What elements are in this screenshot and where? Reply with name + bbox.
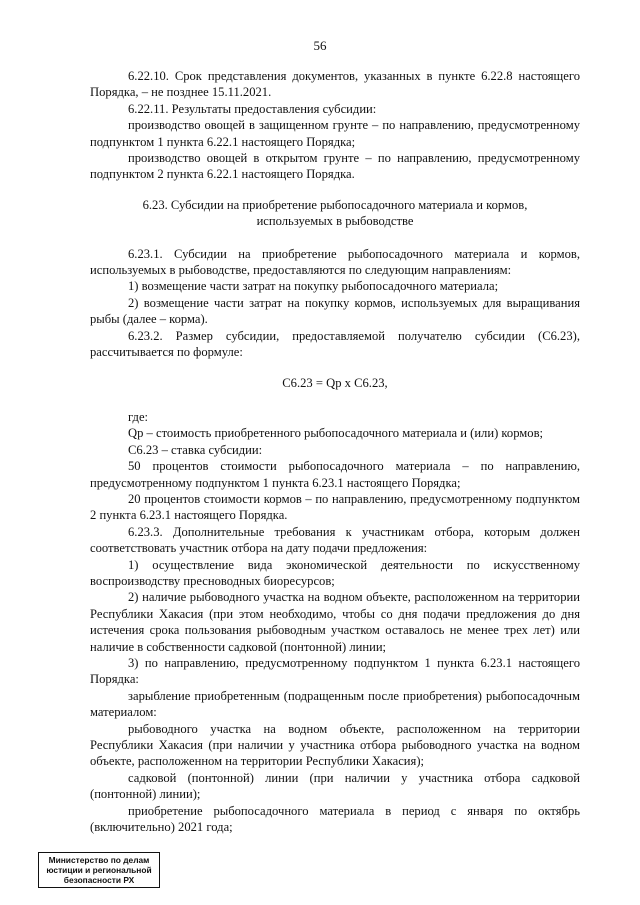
paragraph: производство овощей в защищенном грунте – по направлению, предусмотренному подпунктом 1 пункта 6.22.1 настоящего Порядка; [90,118,580,149]
stamp-line: юстиции и региональной [46,865,152,875]
formula: С6.23 = Qр х С6.23, [282,375,388,390]
paragraph: 20 процентов стоимости кормов – по направлению, предусмотренному подпунктом 2 пункта 6.23.1 настоящего Порядка. [90,491,580,523]
document-body [90,68,580,835]
paragraph: 1) осуществление вида экономической деятельности по искусственному воспроизводству пресноводных биоресурсов; [90,557,580,588]
paragraph: 6.22.10. Срок представления документов, указанных в пункте 6.22.8 настоящего Порядка, – не позднее 15.11.2021. [90,69,580,100]
paragraph: 3) по направлению, предусмотренному подпунктом 1 пункта 6.23.1 настоящего Порядка: [90,656,580,687]
paragraph: 6.23.1. Субсидии на приобретение рыбопосадочного материала и кормов, используемых в рыбоводстве, предоставляются по следующим направлениям: [90,246,580,278]
page-number: 56 [313,38,327,53]
paragraph: 6.23.2. Размер субсидии, предоставляемой получателю субсидии (С6.23), рассчитывается по формуле: [90,328,580,360]
paragraph: 2) наличие рыбоводного участка на водном объекте, расположенном на территории Республики Хакасия (при этом необходимо, чтобы со дня подачи предложения до дня истечения срока пользования рыбоводным участком оставалось не менее трех лет) или наличие в собственности садковой (понтонной) линии; [90,590,580,654]
section-title-line: 6.23. Субсидии на приобретение рыбопосадочного материала и кормов, [142,197,528,212]
paragraph: С6.23 – ставка субсидии: [128,442,263,457]
paragraph: 6.22.11. Результаты предоставления субсидии: [128,101,377,116]
paragraph: Qр – стоимость приобретенного рыбопосадочного материала и (или) кормов; [128,426,544,441]
section-title-line: используемых в рыбоводстве [256,214,414,229]
paragraph: приобретение рыбопосадочного материала в период с января по октябрь (включительно) 2021 года; [90,803,580,835]
stamp-line: Министерство по делам [48,855,150,865]
paragraph: производство овощей в открытом грунте – по направлению, предусмотренному подпунктом 2 пункта 6.22.1 настоящего Порядка. [90,151,580,182]
paragraph: где: [128,409,149,424]
stamp-line: безопасности РХ [63,875,135,885]
paragraph: 50 процентов стоимости рыбопосадочного материала – по направлению, предусмотренному подпунктом 1 пункта 6.23.1 настоящего Порядка; [90,459,580,490]
paragraph: 2) возмещение части затрат на покупку кормов, используемых для выращивания рыбы (далее – корма). [90,295,580,327]
paragraph: садковой (понтонной) линии (при наличии у участника отбора садковой (понтонной) линии); [90,770,580,802]
ministry-stamp [38,852,160,888]
paragraph: зарыбление приобретенным (подращенным после приобретения) рыбопосадочным материалом: [90,688,580,720]
paragraph: 1) возмещение части затрат на покупку рыбопосадочного материала; [128,279,499,294]
section-title [90,197,580,230]
paragraph: рыбоводного участка на водном объекте, расположенном на территории Республики Хакасия (при наличии у участника отбора рыбоводного участка на водном объекте, расположенном на территории Республики Хакасия); [90,721,580,769]
paragraph: 6.23.3. Дополнительные требования к участникам отбора, которым должен соответствовать участник отбора на дату подачи предложения: [90,524,580,556]
